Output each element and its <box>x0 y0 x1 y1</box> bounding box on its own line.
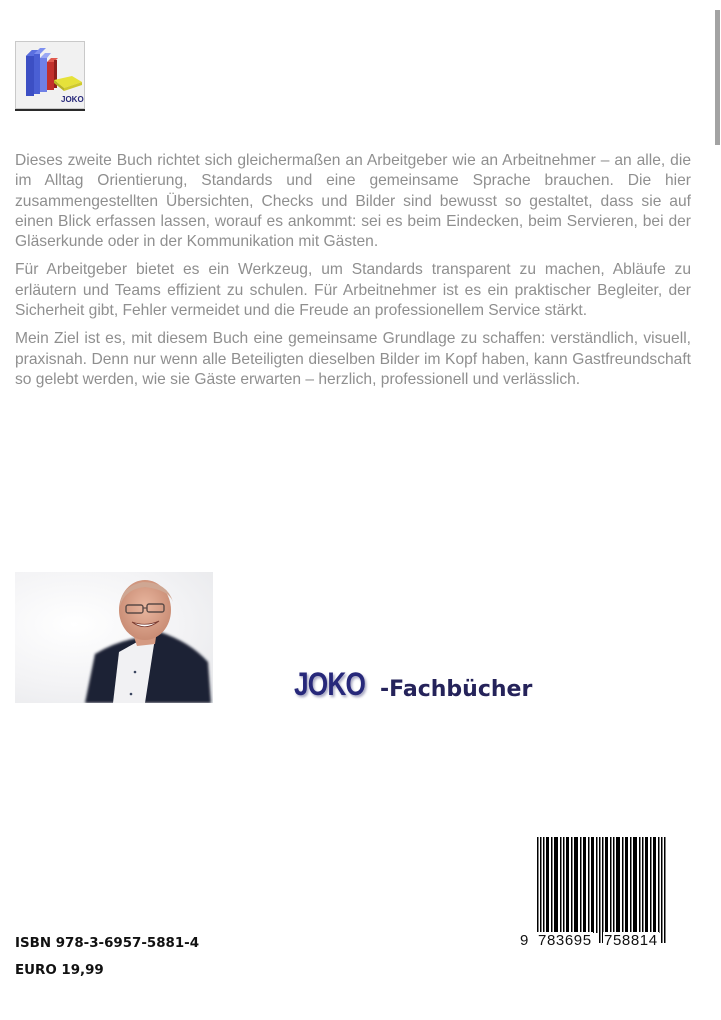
joko-books-logo-icon <box>16 42 84 108</box>
scrollbar-thumb[interactable] <box>715 10 720 145</box>
barcode-first-digit: 9 <box>520 932 529 949</box>
publisher-suffix: -Fachbücher <box>380 676 533 702</box>
joko-books-logo <box>15 41 85 109</box>
publisher-logo: JOKO <box>294 666 366 702</box>
isbn-number: ISBN 978-3-6957-5881-4 <box>15 936 200 951</box>
scrollbar[interactable] <box>713 0 721 1020</box>
author-photo <box>15 572 213 703</box>
book-description <box>15 151 691 398</box>
price: EURO 19,99 <box>15 963 104 978</box>
barcode-group-1: 783695 <box>538 932 592 949</box>
description-paragraph-1: Dieses zweite Buch richtet sich gleichermaßen an Arbeitgeber wie an Arbeitnehmer – an alle, die im Alltag Orientierung, Standards und eine gemeinsame Sprache brauchen. Die hier zusammengestellten Übersichten, Checks und Bilder sind bewusst so gestaltet, dass sie auf einen Blick erfassen lassen, worauf es ankommt: sei es beim Eindecken, beim Servieren, bei der Gläserkunde oder in der Kommunikation mit Gästen. <box>15 152 691 251</box>
publisher-brand <box>294 664 532 704</box>
svg-text:JOKO: JOKO <box>61 95 84 104</box>
description-paragraph-2: Für Arbeitgeber bietet es ein Werkzeug, um Standards transparent zu machen, Abläufe zu erläutern und Teams effizient zu schulen. Für Arbeitnehmer ist es ein praktischer Begleiter, der Sicherheit gibt, Fehler vermeidet und die Freude an professionellem Service stärkt. <box>15 261 691 320</box>
description-paragraph-3: Mein Ziel ist es, mit diesem Buch eine gemeinsame Grundlage zu schaffen: verständlich, visuell, praxisnah. Denn nur wenn alle Beteiligten dieselben Bilder im Kopf haben, kann Gastfreundschaft so gelebt werden, wie sie Gäste erwarten – herzlich, professionell und verlässlich. <box>15 330 691 388</box>
barcode-group-2: 758814 <box>604 932 658 949</box>
author-portrait-icon <box>15 572 213 703</box>
